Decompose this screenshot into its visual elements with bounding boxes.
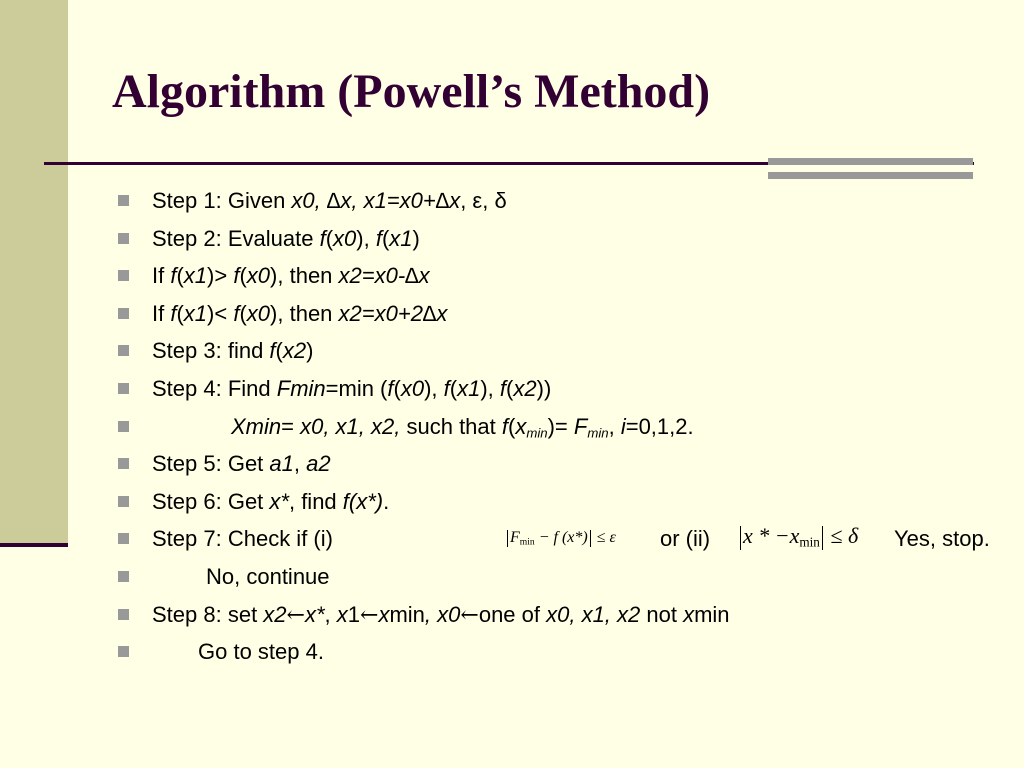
- bullet-icon: [118, 308, 129, 319]
- step-text: Step 8: set x2←x*, x1←xmin, x0←one of x0, x1, x2 not xmin: [152, 601, 730, 628]
- sidebar-panel: [0, 0, 68, 543]
- step-text: Step 4: Find Fmin=min (f(x0), f(x1), f(x2)): [152, 375, 552, 401]
- abs-bar: [507, 530, 508, 548]
- bullet-icon: [118, 383, 129, 394]
- step-text: Go to step 4.: [198, 639, 324, 665]
- slide-title: Algorithm (Powell’s Method): [112, 65, 711, 118]
- step-text: Step 7: Check if (i): [152, 526, 333, 552]
- step-text: Step 1: Given x0, ∆x, x1=x0+∆x, ε, δ: [152, 188, 507, 213]
- step-text: Step 6: Get x*, find f(x*).: [152, 488, 390, 514]
- bullet-icon: [118, 609, 129, 620]
- step-text: Step 5: Get a1, a2: [152, 451, 331, 477]
- bullet-icon: [118, 533, 129, 544]
- abs-bar: [740, 526, 741, 550]
- step-text: Step 3: find f(x2): [152, 338, 314, 364]
- step-text-or: or (ii): [660, 526, 711, 552]
- bullet-icon: [118, 458, 129, 469]
- step-text: Step 2: Evaluate f(x0), f(x1): [152, 225, 420, 251]
- step-text: If f(x1)> f(x0), then x2=x0-∆x: [152, 263, 430, 289]
- bullet-icon: [118, 270, 129, 281]
- bullet-icon: [118, 496, 129, 507]
- formula-xmin-condition: $x * -x_{min} \le \delta$: [738, 522, 858, 556]
- bullet-icon: [118, 646, 129, 657]
- formula-fmin-condition: $F_{min} - f$ (x*) ≤ ε: [505, 528, 616, 552]
- step-text: No, continue: [206, 563, 330, 589]
- bullet-icon: [118, 571, 129, 582]
- step-text: If f(x1)< f(x0), then x2=x0+2∆x: [152, 300, 448, 326]
- bullet-icon: [118, 421, 129, 432]
- abs-bar: [590, 530, 591, 548]
- abs-bar: [822, 526, 823, 550]
- title-rule-accent-bottom: [768, 172, 973, 179]
- title-rule-accent-top: [768, 158, 973, 165]
- step-text-stop: Yes, stop.: [894, 526, 990, 552]
- sidebar-divider: [0, 543, 68, 547]
- bullet-icon: [118, 345, 129, 356]
- bullet-icon: [118, 233, 129, 244]
- bullet-icon: [118, 195, 129, 206]
- step-text: Xmin= x0, x1, x2, such that $f(x_{min})= F_{min}$, i=0,1,2.: [231, 413, 694, 440]
